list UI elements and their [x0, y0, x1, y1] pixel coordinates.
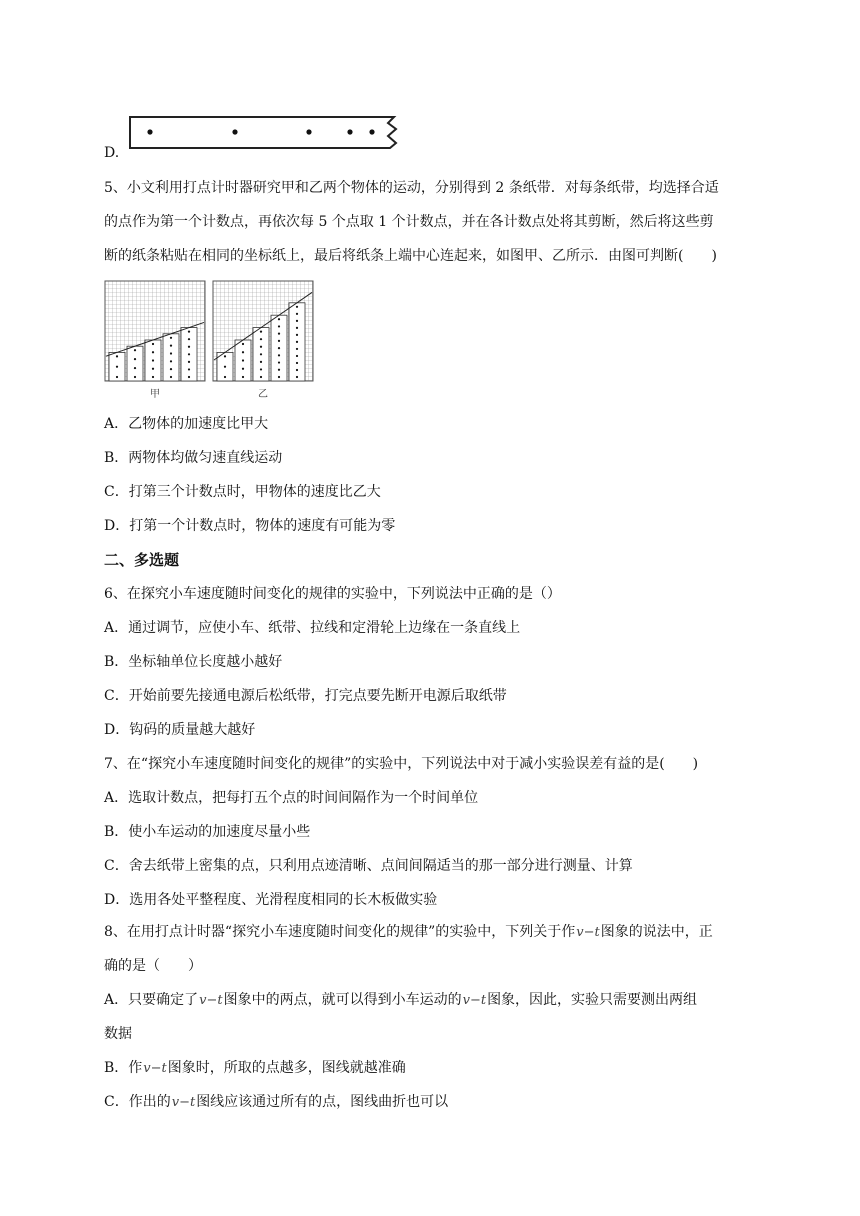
ticker-tape-figure — [128, 113, 404, 153]
jia-strip-dot — [116, 355, 118, 357]
jia-strip-dot — [134, 376, 136, 378]
jia-strip-dot — [188, 368, 190, 370]
yi-strip-dot — [296, 355, 298, 357]
q8-opt-b-1: B．作 — [104, 1060, 143, 1076]
yi-strip-dot — [260, 331, 262, 333]
q5-stem-line-2: 的点作为第一个计数点，再依次每 5 个点取 1 个计数点，并在各计数点处将其剪断，然后将这些剪 — [104, 214, 714, 230]
yi-strip-dot — [296, 369, 298, 371]
q7-option-b: B．使小车运动的加速度尽量小些 — [104, 824, 311, 840]
q8-option-c — [104, 1092, 448, 1113]
yi-strip-dot — [296, 362, 298, 364]
jia-strip-dot — [188, 338, 190, 340]
yi-strip-dot — [278, 318, 280, 320]
label-jia: 甲 — [150, 389, 160, 400]
yi-strip-dot — [278, 325, 280, 327]
yi-strip-dot — [278, 333, 280, 335]
q8-stem-a: 8、在用打点计时器“探究小车速度随时间变化的规律”的实验中，下列关于作 — [104, 924, 576, 940]
vt-symbol: v−t — [143, 1061, 167, 1076]
q5-option-c: C．打第三个计数点时，甲物体的速度比乙大 — [104, 484, 381, 500]
q7-option-a: A．选取计数点，把每打五个点的时间间隔作为一个时间单位 — [104, 790, 479, 806]
label-yi: 乙 — [258, 389, 268, 400]
tape-dot — [147, 129, 152, 134]
jia-strip-dot — [188, 361, 190, 363]
vt-symbol: v−t — [576, 925, 600, 940]
yi-strip-dot — [242, 359, 244, 361]
yi-strip-dot — [278, 354, 280, 356]
yi-strip-dot — [296, 313, 298, 315]
q8-stem-line-2: 确的是（ ） — [104, 958, 202, 974]
jia-strip-dot — [152, 368, 154, 370]
q5-option-b: B．两物体均做匀速直线运动 — [104, 450, 283, 466]
yi-strip-dot — [260, 353, 262, 355]
jia-strip-dot — [170, 360, 172, 362]
yi-strip-dot — [278, 361, 280, 363]
yi-strip-dot — [242, 343, 244, 345]
q5-option-d: D．打第一个计数点时，物体的速度有可能为零 — [104, 518, 396, 534]
jia-strip-dot — [152, 376, 154, 378]
q8-option-a-line-1 — [104, 990, 697, 1011]
yi-strip-dot — [224, 376, 226, 378]
q8-opt-a-3: 图象，因此，实验只需要测出两组 — [487, 992, 698, 1008]
jia-strip-dot — [134, 349, 136, 351]
q5-stem-line-1: 5、小文利用打点计时器研究甲和乙两个物体的运动，分别得到 2 条纸带．对每条纸带，均选择合适 — [104, 180, 719, 196]
jia-strip-dot — [170, 376, 172, 378]
vt-symbol: v−t — [462, 993, 487, 1008]
yi-strip-dot — [296, 334, 298, 336]
q6-option-c: C．开始前要先接通电源后松纸带，打完点要先断开电源后取纸带 — [104, 688, 507, 704]
q4-option-d-label: D. — [104, 145, 120, 161]
yi-strip-dot — [260, 338, 262, 340]
jia-strip-dot — [170, 352, 172, 354]
yi-strip-dot — [296, 348, 298, 350]
jia-strip-dot — [170, 337, 172, 339]
q5-tape-strips-figure — [104, 280, 316, 402]
q5-stem-line-3: 断的纸条粘贴在相同的坐标纸上，最后将纸条上端中心连起来，如图甲、乙所示．由图可判断( ) — [104, 248, 717, 264]
q7-option-d: D．选用各处平整程度、光滑程度相同的长木板做实验 — [104, 892, 438, 908]
panel-yi — [213, 281, 313, 381]
q8-opt-c-1: C．作出的 — [104, 1094, 171, 1110]
yi-strip-dot — [242, 368, 244, 370]
q7-stem: 7、在“探究小车速度随时间变化的规律”的实验中，下列说法中对于减小实验误差有益的是( ) — [104, 756, 699, 772]
q6-option-d: D．钩码的质量越大越好 — [104, 722, 256, 738]
yi-strip-dot — [296, 341, 298, 343]
tape-dot — [369, 129, 374, 134]
q8-stem-line-1 — [104, 922, 713, 943]
jia-strip-dot — [116, 376, 118, 378]
jia-strip-dot — [188, 376, 190, 378]
yi-strip-dot — [260, 361, 262, 363]
yi-strip-dot — [242, 351, 244, 353]
yi-strip-dot — [296, 376, 298, 378]
jia-strip — [127, 346, 143, 381]
jia-strip-dot — [188, 353, 190, 355]
jia-strip — [163, 334, 179, 381]
q8-option-a-line-2: 数据 — [104, 1026, 132, 1042]
q5-option-a: A．乙物体的加速度比甲大 — [104, 416, 269, 432]
panel-jia — [105, 281, 205, 381]
yi-strip-dot — [260, 346, 262, 348]
q8-opt-c-2: 图线应该通过所有的点，图线曲折也可以 — [196, 1094, 449, 1110]
vt-symbol: v−t — [199, 993, 223, 1008]
yi-strip-dot — [224, 366, 226, 368]
yi-strip-dot — [260, 368, 262, 370]
yi-strip-dot — [224, 355, 226, 357]
q8-opt-b-2: 图象时，所取的点越多，图线就越准确 — [167, 1060, 406, 1076]
yi-strip-dot — [296, 306, 298, 308]
jia-strip-dot — [170, 345, 172, 347]
jia-strip-dot — [134, 367, 136, 369]
jia-strip-dot — [188, 346, 190, 348]
jia-strip-dot — [152, 359, 154, 361]
yi-strip-dot — [296, 327, 298, 329]
section-title: 二、多选题 — [104, 551, 180, 569]
q6-option-a: A．通过调节，应使小车、纸带、拉线和定滑轮上边缘在一条直线上 — [104, 620, 521, 636]
q8-opt-a-1: A．只要确定了 — [104, 992, 199, 1008]
yi-strip-dot — [242, 376, 244, 378]
yi-strip-dot — [278, 347, 280, 349]
jia-strip-dot — [152, 351, 154, 353]
q8-option-b — [104, 1058, 406, 1079]
yi-strip-dot — [278, 340, 280, 342]
jia-strip-dot — [152, 343, 154, 345]
q8-stem-b: 图象的说法中，正 — [600, 924, 713, 940]
yi-strip-dot — [278, 369, 280, 371]
jia-strip-dot — [170, 368, 172, 370]
q8-opt-a-2: 图象中的两点，就可以得到小车运动的 — [223, 992, 462, 1008]
jia-strip-dot — [188, 331, 190, 333]
tape-dot — [232, 129, 237, 134]
yi-strip-dot — [260, 376, 262, 378]
vt-symbol: v−t — [171, 1095, 196, 1110]
jia-strip-dot — [116, 366, 118, 368]
yi-strip-dot — [278, 376, 280, 378]
q6-stem: 6、在探究小车速度随时间变化的规律的实验中，下列说法中正确的是（） — [104, 586, 561, 602]
yi-strip-dot — [296, 320, 298, 322]
tape-dot — [306, 129, 311, 134]
q7-option-c: C．舍去纸带上密集的点，只利用点迹清晰、点间间隔适当的那一部分进行测量、计算 — [104, 858, 633, 874]
jia-strip-dot — [134, 358, 136, 360]
tape-dot — [347, 129, 352, 134]
q6-option-b: B．坐标轴单位长度越小越好 — [104, 654, 283, 670]
